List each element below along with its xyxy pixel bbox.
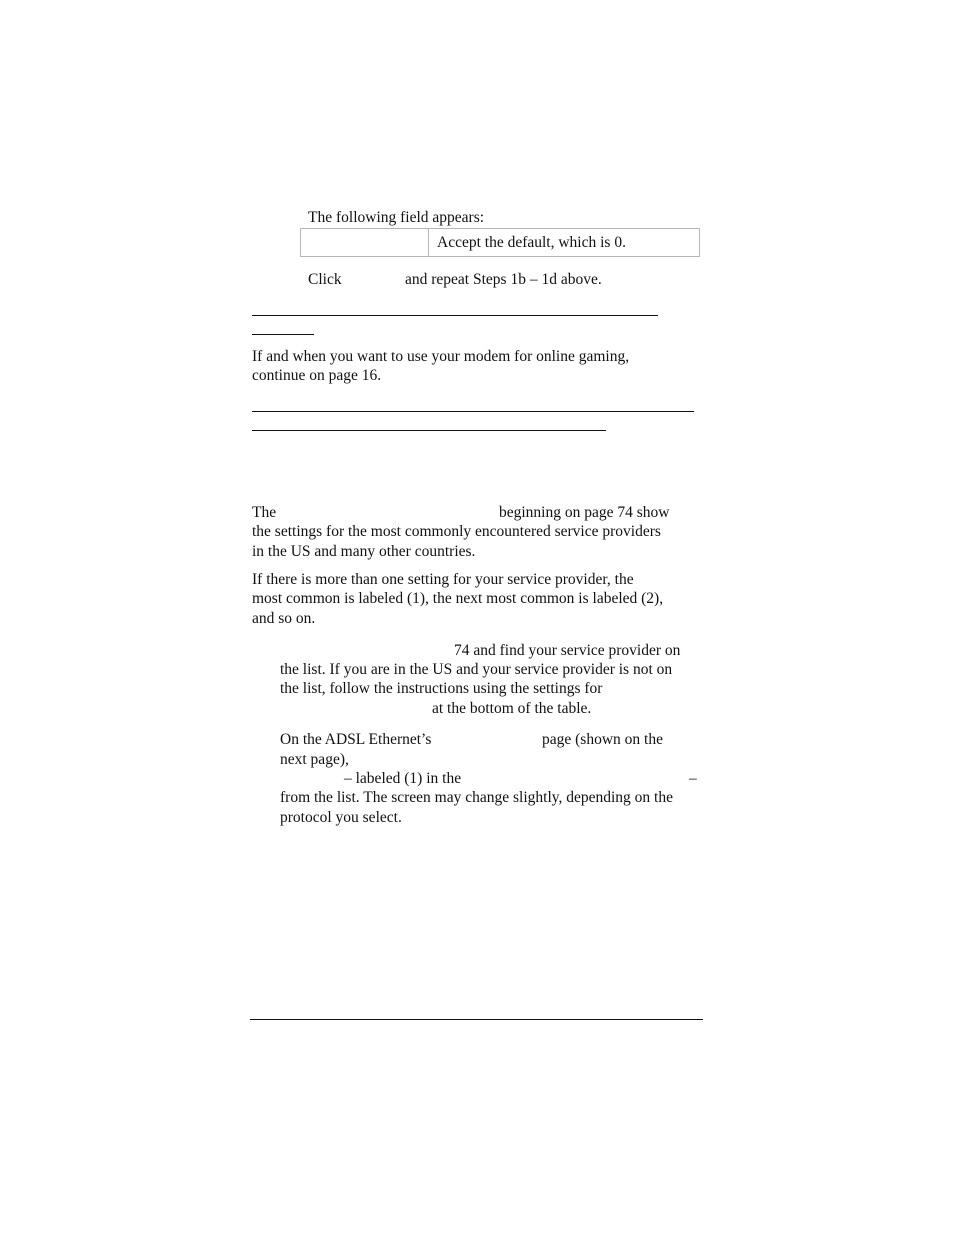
para1-line: the settings for the most commonly encountered service providers	[252, 523, 661, 540]
gaming-line: If and when you want to use your modem for online gaming,	[252, 348, 630, 365]
para2-line: If there is more than one setting for your service provider, the	[252, 571, 634, 588]
step-b-lead: On the ADSL Ethernet’s	[280, 731, 432, 748]
heading-underline	[252, 334, 314, 335]
section-underline	[252, 411, 694, 412]
step-a-fragment: at the bottom of the table.	[432, 700, 592, 717]
step-a-fragment: 74 and find your service provider on	[454, 642, 681, 659]
click-instruction: and repeat Steps 1b – 1d above.	[405, 271, 602, 288]
section-underline	[252, 430, 606, 431]
para1-line: in the US and many other countries.	[252, 543, 476, 560]
para2-line: most common is labeled (1), the next most common is labeled (2),	[252, 590, 664, 607]
step-b-line: from the list. The screen may change slightly, depending on the	[280, 789, 673, 806]
field-table	[300, 228, 700, 257]
step-b-mid: – labeled (1) in the	[344, 770, 462, 787]
step-a-line: the list. If you are in the US and your service provider is not on	[280, 661, 673, 678]
heading-underline	[252, 315, 658, 316]
click-lead: Click	[308, 271, 342, 288]
footer-rule	[250, 1019, 703, 1020]
para1-tail: beginning on page 74 show	[499, 504, 670, 521]
step-b-dash: –	[689, 770, 697, 787]
step-a-line: the list, follow the instructions using the settings for	[280, 680, 603, 697]
step-intro-text: The following field appears:	[308, 209, 485, 226]
para1-lead: The	[252, 504, 277, 521]
field-table-value-cell: Accept the default, which is 0.	[437, 234, 626, 251]
step-b-line: next page),	[280, 751, 349, 768]
gaming-line: continue on page 16.	[252, 367, 382, 384]
step-b-line: protocol you select.	[280, 809, 402, 826]
step-b-tail: page (shown on the	[542, 731, 663, 748]
para2-line: and so on.	[252, 610, 316, 627]
field-table-label-cell	[301, 229, 429, 256]
